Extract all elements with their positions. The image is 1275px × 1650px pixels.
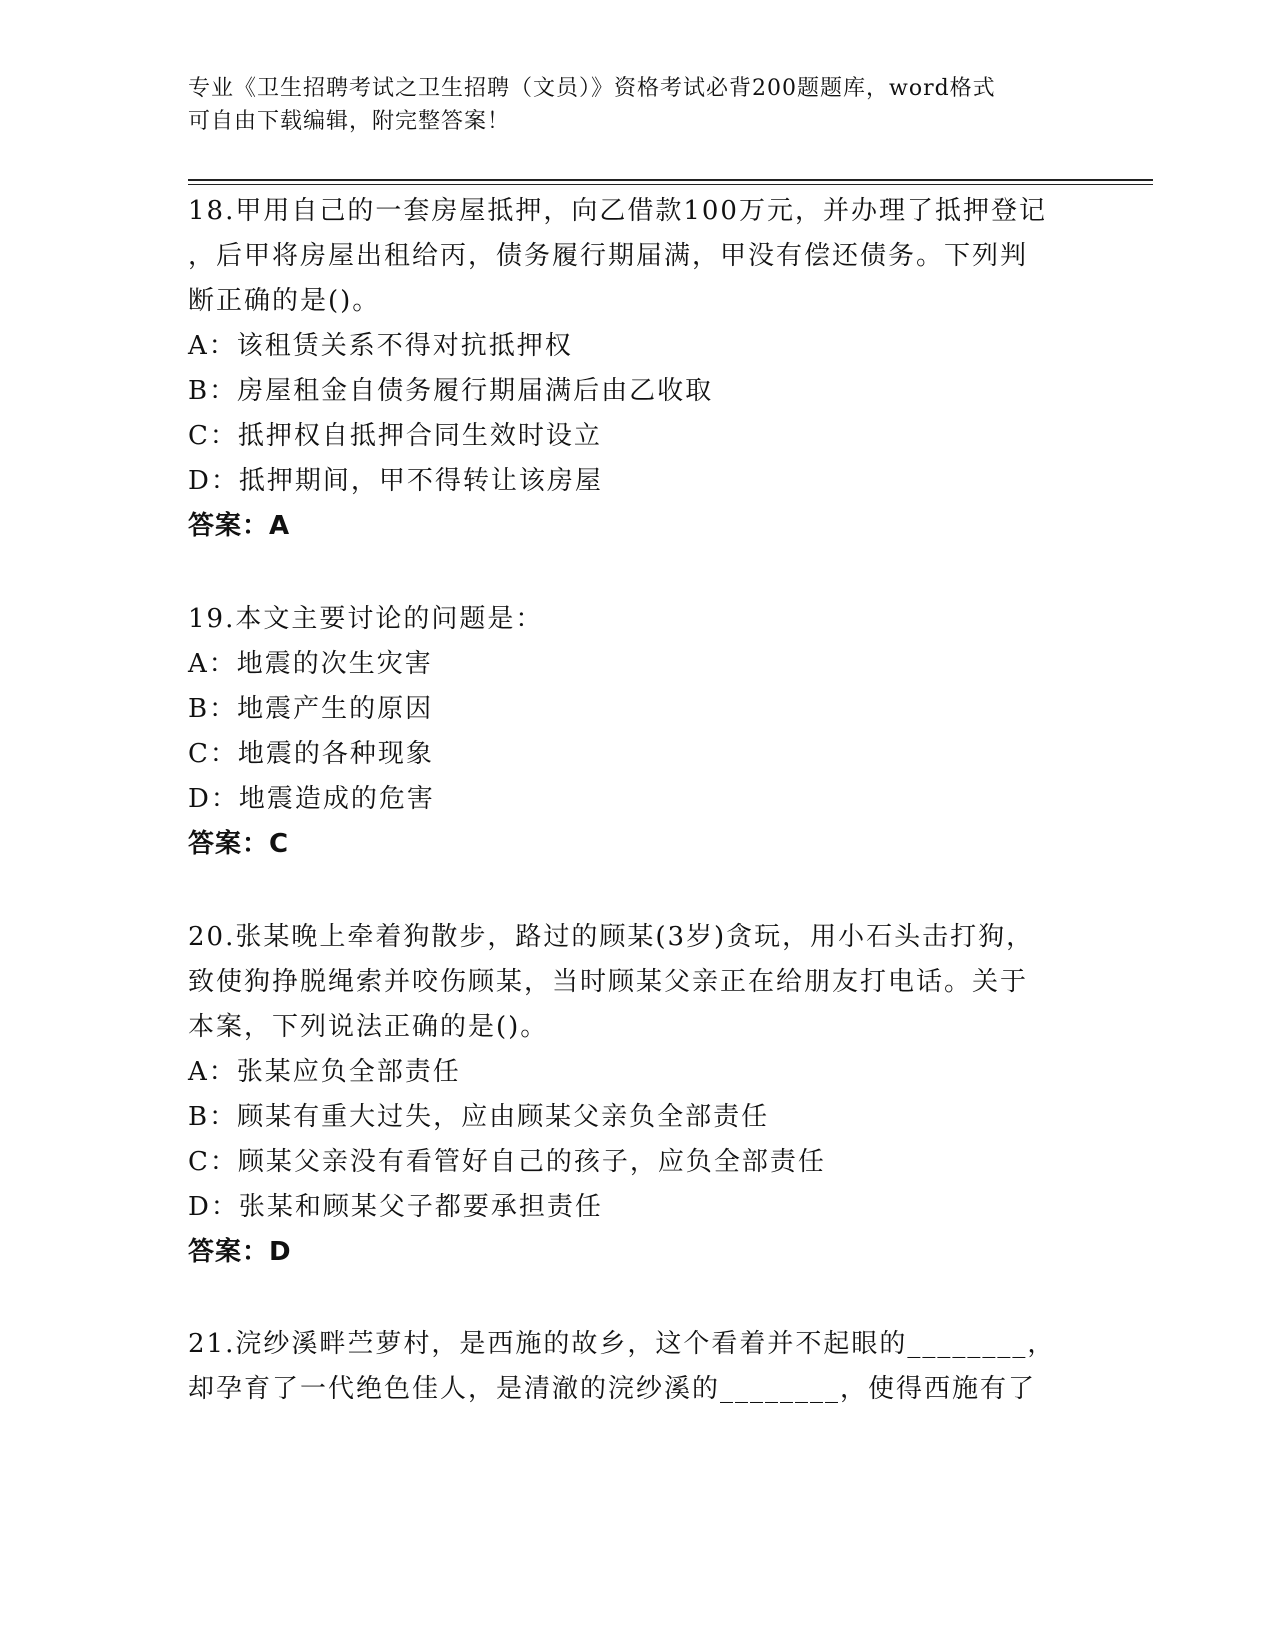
- question-stem-line: 致使狗挣脱绳索并咬伤顾某，当时顾某父亲正在给朋友打电话。关于: [188, 967, 1029, 997]
- option-b: B：房屋租金自债务履行期届满后由乙收取: [188, 376, 714, 406]
- question-18: [188, 189, 1088, 549]
- option-a: A：地震的次生灾害: [188, 649, 433, 679]
- option-d: D：张某和顾某父子都要承担责任: [188, 1192, 603, 1222]
- question-stem-line: 20.张某晚上牵着狗散步，路过的顾某(3岁)贪玩，用小石头击打狗，: [188, 922, 1035, 952]
- answer: 答案：D: [188, 1237, 292, 1267]
- question-stem-line: ，后甲将房屋出租给丙，债务履行期届满，甲没有偿还债务。下列判: [188, 241, 1029, 271]
- header-line-1: 专业《卫生招聘考试之卫生招聘（文员）》资格考试必背200题题库，word格式: [188, 76, 996, 101]
- option-a: A：张某应负全部责任: [188, 1057, 461, 1087]
- question-stem-line: 18.甲用自己的一套房屋抵押，向乙借款100万元，并办理了抵押登记: [188, 196, 1047, 226]
- question-stem-line: 21.浣纱溪畔苎萝村，是西施的故乡，这个看着并不起眼的________，: [188, 1329, 1056, 1359]
- answer: 答案：C: [188, 829, 290, 859]
- question-stem-line: 19.本文主要讨论的问题是：: [188, 604, 544, 634]
- option-b: B：顾某有重大过失，应由顾某父亲负全部责任: [188, 1102, 770, 1132]
- option-c: C：抵押权自抵押合同生效时设立: [188, 421, 602, 451]
- answer: 答案：A: [188, 511, 291, 541]
- header-divider-thick: [188, 179, 1153, 181]
- question-stem-line: 断正确的是()。: [188, 286, 381, 316]
- question-19: [188, 597, 1088, 867]
- document-header: [188, 72, 1068, 138]
- question-stem-line: 本案，下列说法正确的是()。: [188, 1012, 549, 1042]
- header-divider-thin: [188, 184, 1153, 185]
- question-stem-line: 却孕育了一代绝色佳人，是清澈的浣纱溪的________，使得西施有了: [188, 1374, 1037, 1404]
- option-b: B：地震产生的原因: [188, 694, 434, 724]
- header-line-2: 可自由下载编辑，附完整答案！: [188, 109, 511, 134]
- option-d: D：地震造成的危害: [188, 784, 435, 814]
- option-c: C：地震的各种现象: [188, 739, 434, 769]
- question-20: [188, 915, 1088, 1275]
- option-c: C：顾某父亲没有看管好自己的孩子，应负全部责任: [188, 1147, 826, 1177]
- question-21: [188, 1322, 1088, 1412]
- option-d: D：抵押期间，甲不得转让该房屋: [188, 466, 603, 496]
- option-a: A：该租赁关系不得对抗抵押权: [188, 331, 573, 361]
